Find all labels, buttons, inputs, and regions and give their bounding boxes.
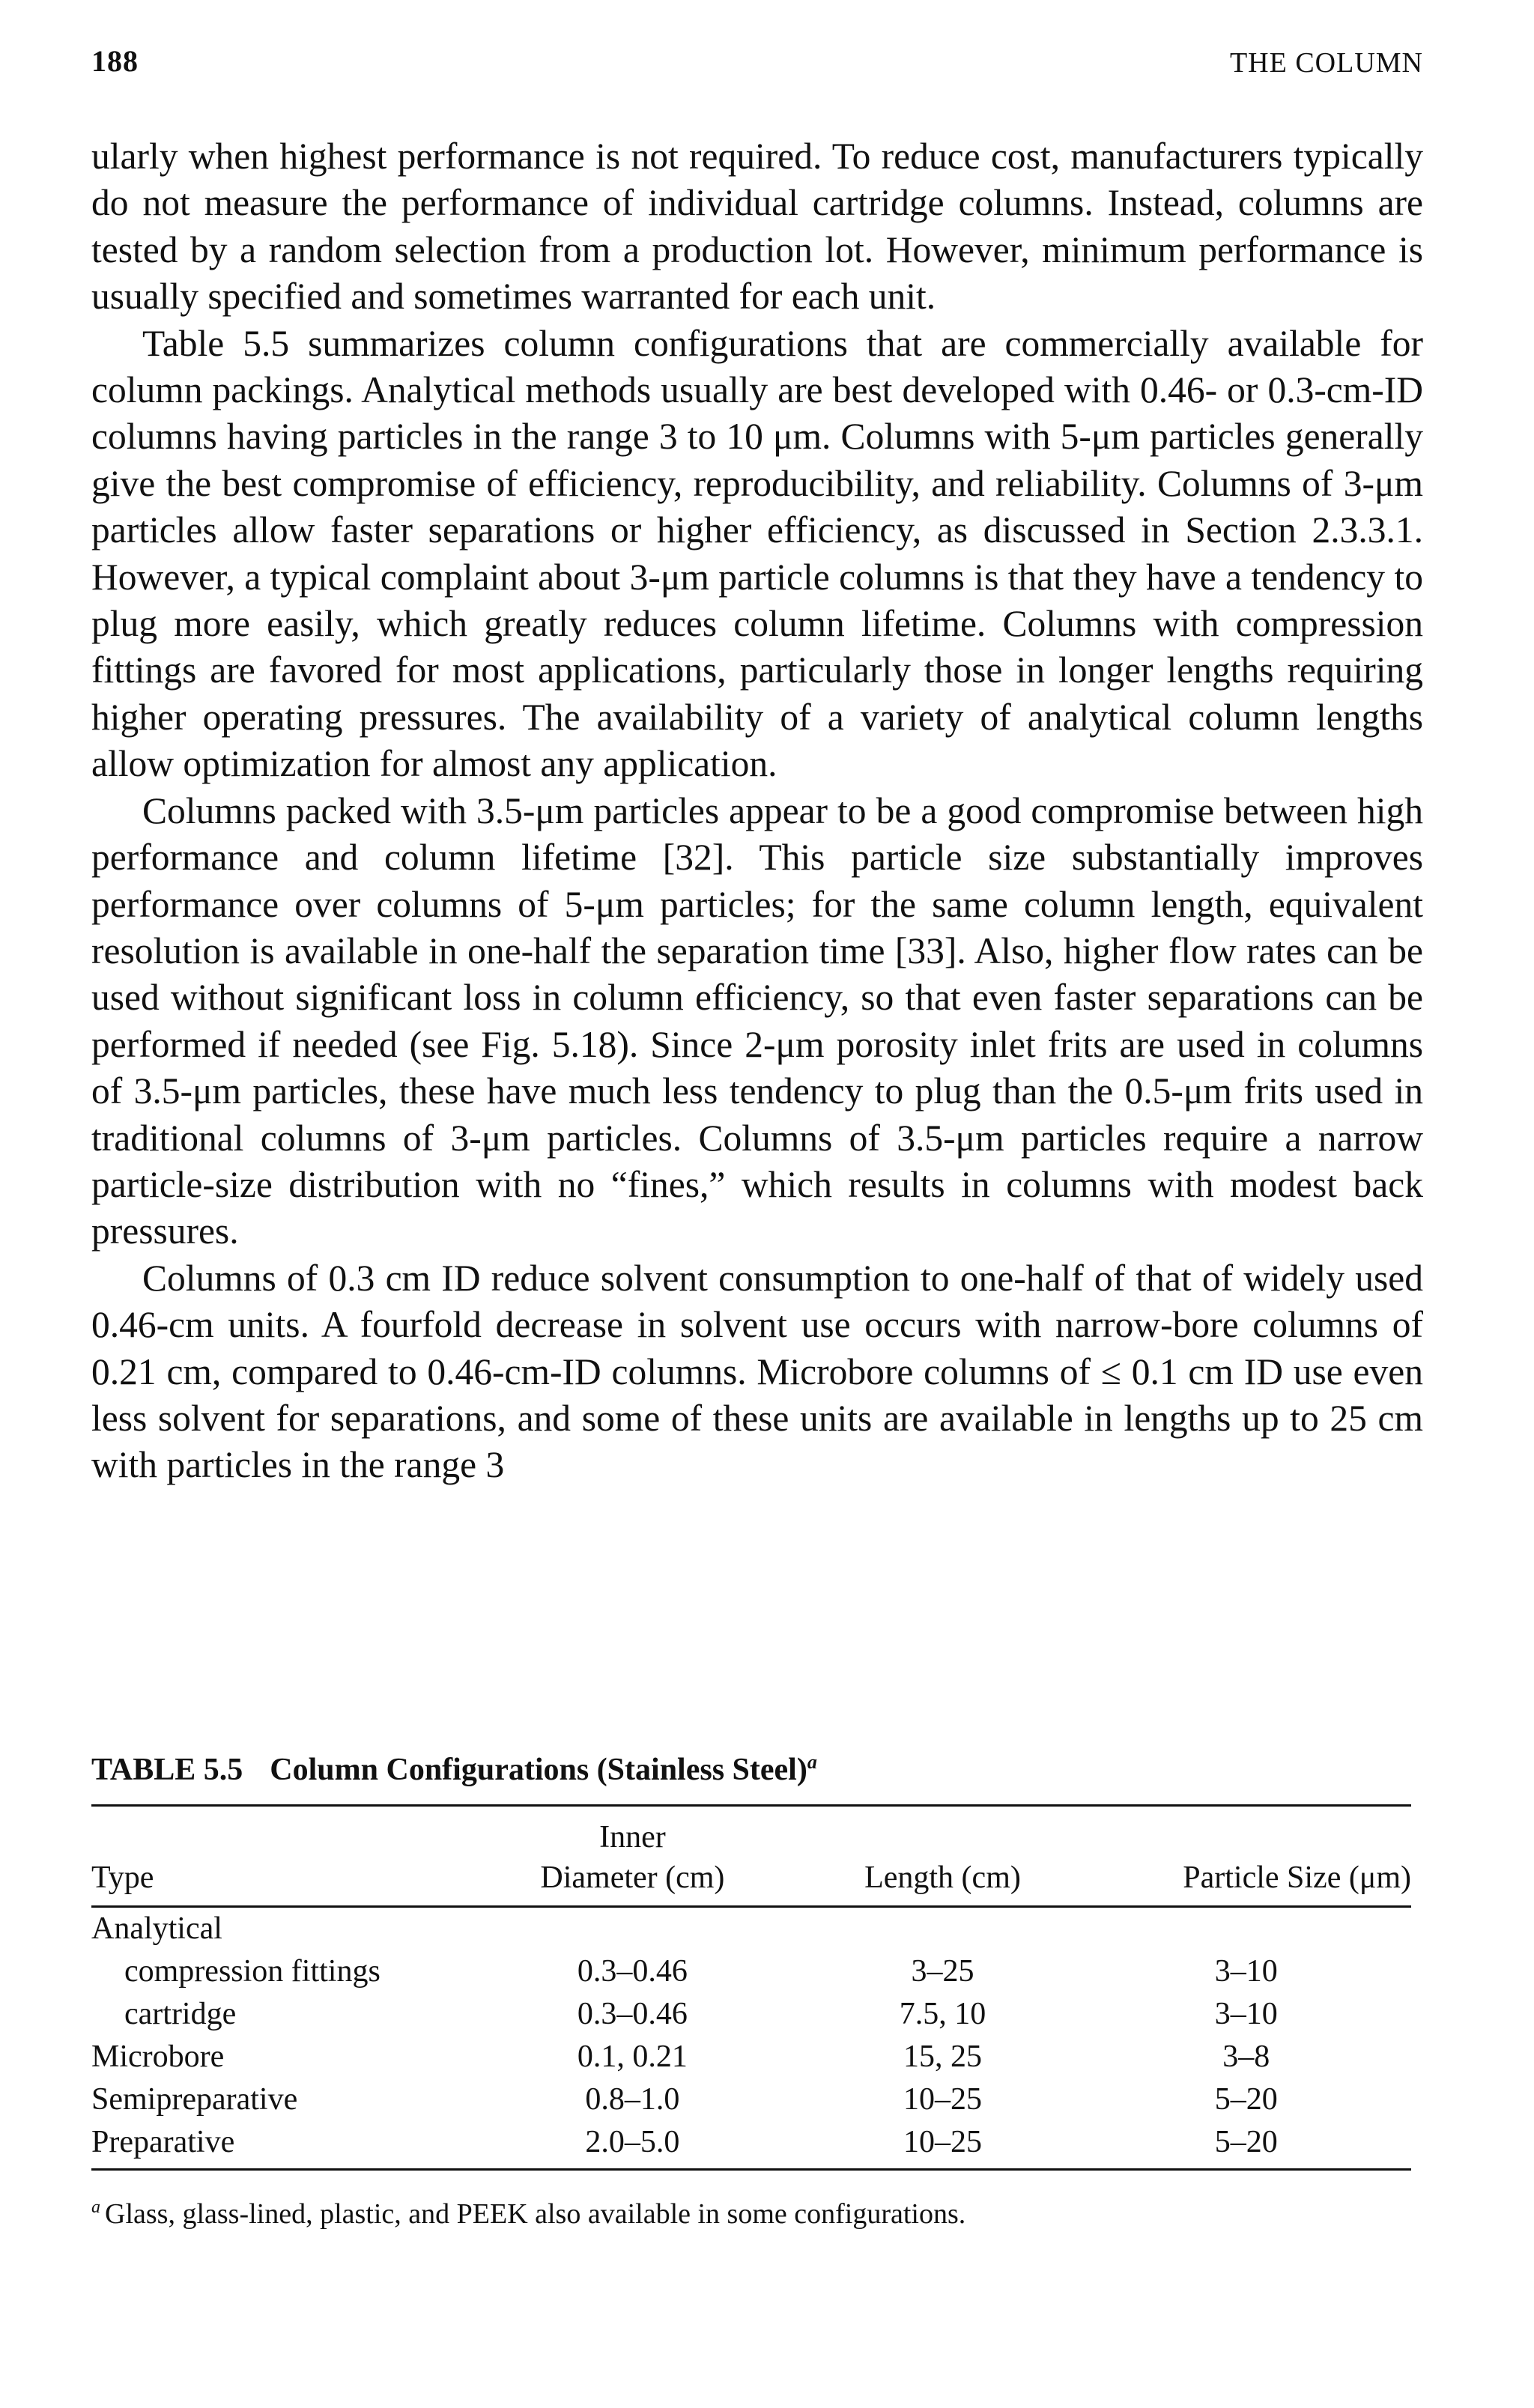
cell-inner-diameter: 2.0–5.0 xyxy=(461,2121,804,2170)
cell-length: 7.5, 10 xyxy=(899,1997,986,2031)
page-header xyxy=(91,43,1423,96)
table-row xyxy=(91,2036,1411,2078)
cell-type: compression fittings xyxy=(124,1954,381,1989)
body-text xyxy=(91,133,1423,1489)
table-title: Column Configurations (Stainless Steel) xyxy=(270,1753,807,1787)
header-particle-size: Particle Size (μm) xyxy=(1081,1806,1411,1907)
cell-inner-diameter: 0.1, 0.21 xyxy=(577,2039,688,2074)
table-caption xyxy=(91,1751,1411,1788)
table-title-footnote-mark: a xyxy=(807,1751,817,1773)
group-label: Analytical xyxy=(91,1911,222,1946)
cell-length: 3–25 xyxy=(911,1954,974,1989)
paragraph: ularly when highest performance is not required. To reduce cost, manufacturers typically do not measure the performance of individual cartridge columns. Instead, columns are tested by a random selection from a production lot. However, minimum performance is usually specified and sometimes warranted for each unit. xyxy=(91,136,1423,318)
paragraph: Columns packed with 3.5-μm particles appear to be a good compromise between high performance and column lifetime [32]. This particle size substantially improves performance over columns of 5-μm particles; for the same column length, equivalent resolution is available in one-half the separation time [33]. Also, higher flow rates can be used without significant loss in column efficiency, so that even faster separations can be performed if needed (see Fig. 5.18). Since 2-μm porosity inlet frits are used in columns of 3.5-μm particles, these have much less tendency to plug than the 0.5-μm frits used in traditional columns of 3-μm particles. Columns of 3.5-μm particles require a narrow particle-size distribution with no “fines,” which results in columns with modest back pressures. xyxy=(91,789,1423,1252)
paragraph: Columns of 0.3 cm ID reduce solvent consumption to one-half of that of widely used 0.46-cm units. A fourfold decrease in solvent use occurs with narrow-bore columns of 0.21 cm, compared to 0.46-cm-ID columns. Microbore columns of ≤ 0.1 cm ID use even less solvent for separations, and some of these units are available in lengths up to 25 cm with particles in the range 3 xyxy=(91,1257,1423,1486)
table-row xyxy=(91,1950,1411,1993)
cell-type: Semipreparative xyxy=(91,2082,298,2117)
cell-particle-size: 3–8 xyxy=(1222,2039,1270,2074)
cell-length: 15, 25 xyxy=(903,2039,982,2074)
header-inner-diameter-line1: Inner xyxy=(599,1820,666,1854)
table-row xyxy=(91,2121,1411,2170)
column-configurations-table xyxy=(91,1804,1411,2171)
cell-particle-size: 3–10 xyxy=(1214,1997,1278,2031)
table-row xyxy=(91,1993,1411,2036)
table-row xyxy=(91,2078,1411,2121)
cell-inner-diameter: 0.3–0.46 xyxy=(577,1997,688,2031)
running-head: THE COLUMN xyxy=(1229,47,1423,79)
header-inner-diameter-line2: Diameter (cm) xyxy=(540,1860,725,1895)
cell-particle-size: 5–20 xyxy=(1081,2121,1411,2170)
table-row xyxy=(91,1907,1411,1951)
footnote-mark: a xyxy=(91,2198,100,2218)
table-footnote xyxy=(91,2198,1411,2230)
table-header-row xyxy=(91,1806,1411,1907)
cell-length: 10–25 xyxy=(804,2121,1081,2170)
paragraph: Table 5.5 summarizes column configurations that are commercially available for column packings. Analytical methods usually are best developed with 0.46- or 0.3-cm-ID columns having particles in the range 3 to 10 μm. Columns with 5-μm particles generally give the best compromise of efficiency, reproducibility, and reliability. Columns of 3-μm particles allow faster separations or higher efficiency, as discussed in Section 2.3.3.1. However, a typical complaint about 3-μm particle columns is that they have a tendency to plug more easily, which greatly reduces column lifetime. Columns with compression fittings are favored for most applications, particularly those in longer lengths requiring higher operating pressures. The availability of a variety of analytical column lengths allow optimization for almost any application. xyxy=(91,322,1423,785)
header-type: Type xyxy=(91,1806,461,1907)
cell-type: cartridge xyxy=(124,1997,237,2031)
cell-particle-size: 5–20 xyxy=(1214,2082,1278,2117)
cell-inner-diameter: 0.3–0.46 xyxy=(577,1954,688,1989)
page-number: 188 xyxy=(91,44,139,78)
cell-length: 10–25 xyxy=(903,2082,982,2117)
cell-inner-diameter: 0.8–1.0 xyxy=(585,2082,680,2117)
table-block xyxy=(91,1751,1411,2230)
cell-type: Microbore xyxy=(91,2039,225,2074)
footnote-text: Glass, glass-lined, plastic, and PEEK also available in some configurations. xyxy=(105,2198,966,2230)
header-length: Length (cm) xyxy=(804,1806,1081,1907)
cell-particle-size: 3–10 xyxy=(1214,1954,1278,1989)
cell-type: Preparative xyxy=(91,2121,461,2170)
table-number: TABLE 5.5 xyxy=(91,1753,243,1787)
header-inner-diameter xyxy=(461,1806,804,1907)
